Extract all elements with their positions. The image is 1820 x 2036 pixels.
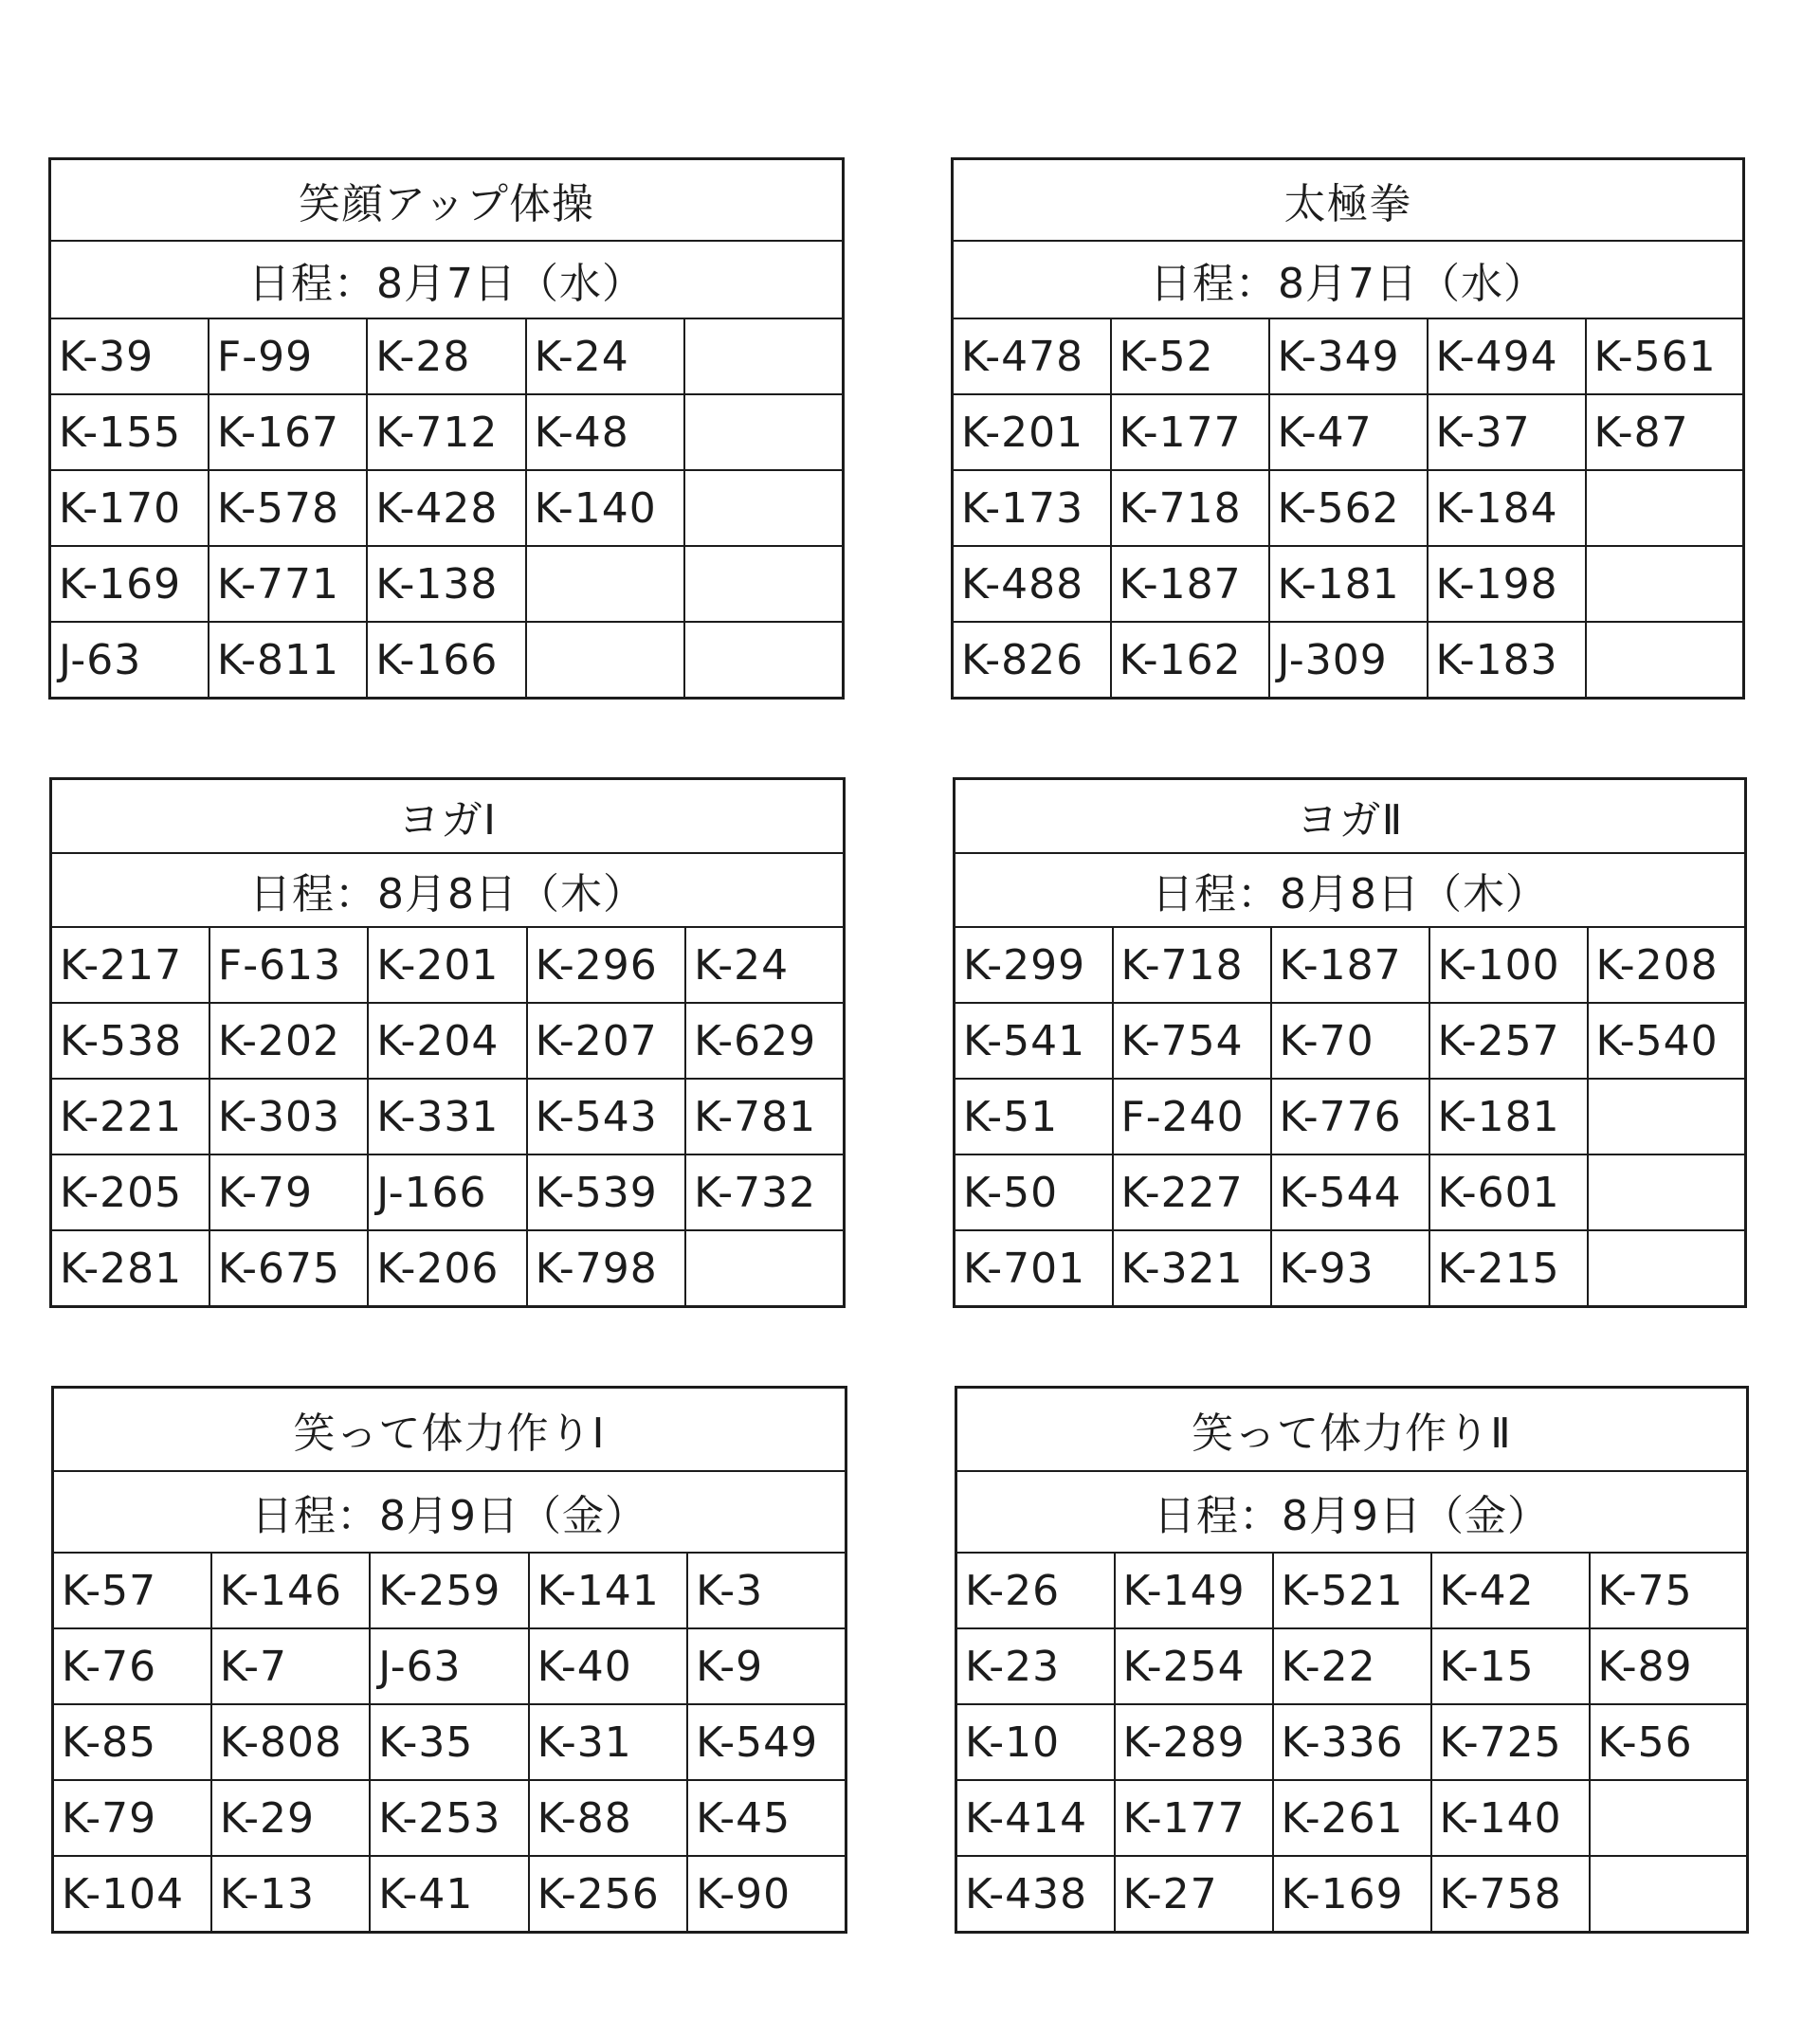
participant-id-cell: K-725 [1431,1704,1590,1780]
session-title: 太極拳 [953,159,1744,242]
participant-id-cell: K-47 [1269,394,1428,470]
participant-id-cell: K-549 [687,1704,846,1780]
participant-id-cell: K-336 [1273,1704,1431,1780]
participant-id-cell: K-254 [1115,1628,1273,1704]
participant-id-cell: K-321 [1113,1230,1271,1307]
participant-id-cell [1590,1780,1748,1856]
participant-id-cell: K-201 [953,394,1111,470]
table-row [955,1003,1746,1079]
participant-id-cell: K-9 [687,1628,846,1704]
participant-id-cell: K-428 [367,470,525,546]
participant-id-cell: K-541 [955,1003,1113,1079]
participant-id-cell: K-259 [370,1553,528,1628]
schedule-table-taikyokuken [951,157,1745,700]
participant-id-cell [684,394,843,470]
participant-id-cell: K-149 [1115,1553,1273,1628]
participant-id-cell: K-51 [955,1079,1113,1154]
table-row [51,1230,845,1307]
participant-id-cell [1588,1154,1746,1230]
participant-id-cell: K-754 [1113,1003,1271,1079]
participant-id-cell: K-299 [955,927,1113,1003]
table-row [953,622,1744,699]
session-title: 笑って体力作りⅡ [956,1388,1748,1472]
participant-id-cell: K-303 [209,1079,368,1154]
participant-id-cell: K-31 [529,1704,687,1780]
participant-id-cell: K-140 [526,470,684,546]
participant-id-cell: K-205 [51,1154,209,1230]
participant-id-cell: K-494 [1428,318,1586,394]
table-row [51,1003,845,1079]
participant-id-cell: K-23 [956,1628,1115,1704]
participant-id-cell: K-56 [1590,1704,1748,1780]
participant-id-cell: K-7 [211,1628,370,1704]
participant-id-cell: K-798 [527,1230,685,1307]
participant-id-cell: K-217 [51,927,209,1003]
session-title: 笑顔アップ体操 [50,159,844,242]
participant-id-cell: K-758 [1431,1856,1590,1933]
participant-id-cell: K-41 [370,1856,528,1933]
table-row [955,1154,1746,1230]
participant-id-cell: K-540 [1588,1003,1746,1079]
participant-id-cell: K-75 [1590,1553,1748,1628]
participant-id-cell: K-42 [1431,1553,1590,1628]
participant-id-cell: K-87 [1586,394,1744,470]
participant-id-cell: K-181 [1269,546,1428,622]
participant-id-cell: K-184 [1428,470,1586,546]
participant-id-cell: K-27 [1115,1856,1273,1933]
participant-id-cell: K-718 [1113,927,1271,1003]
table-row [51,1079,845,1154]
table-row [955,927,1746,1003]
participant-id-cell [526,546,684,622]
participant-id-cell: K-776 [1271,1079,1429,1154]
participant-id-cell: K-198 [1428,546,1586,622]
participant-id-cell: K-601 [1429,1154,1588,1230]
participant-id-cell [684,546,843,622]
participant-id-cell: K-539 [527,1154,685,1230]
participant-id-cell: J-63 [50,622,209,699]
session-date: 日程：8月9日（金） [53,1471,846,1553]
participant-id-cell: K-50 [955,1154,1113,1230]
table-row [53,1704,846,1780]
table-row [50,470,844,546]
session-title: 笑って体力作りⅠ [53,1388,846,1472]
participant-id-cell: K-227 [1113,1154,1271,1230]
participant-id-cell: K-169 [50,546,209,622]
table-row [50,622,844,699]
participant-id-cell: K-826 [953,622,1111,699]
participant-id-cell [1586,470,1744,546]
participant-id-cell: J-63 [370,1628,528,1704]
participant-id-cell: K-177 [1111,394,1269,470]
participant-id-cell: K-256 [529,1856,687,1933]
participant-id-cell: K-90 [687,1856,846,1933]
participant-id-cell: J-309 [1269,622,1428,699]
participant-id-cell: K-629 [685,1003,844,1079]
table-row [50,318,844,394]
participant-id-cell: K-701 [955,1230,1113,1307]
participant-id-cell: K-29 [211,1780,370,1856]
participant-id-cell: K-100 [1429,927,1588,1003]
participant-id-cell: K-187 [1111,546,1269,622]
session-date: 日程：8月8日（木） [955,853,1746,927]
participant-id-cell: K-35 [370,1704,528,1780]
participant-id-cell: K-257 [1429,1003,1588,1079]
participant-id-cell [1588,1230,1746,1307]
participant-id-cell: K-202 [209,1003,368,1079]
participant-id-cell: K-578 [209,470,367,546]
table-row [956,1553,1748,1628]
table-row [953,546,1744,622]
participant-id-cell: K-183 [1428,622,1586,699]
participant-id-cell: K-207 [527,1003,685,1079]
participant-id-cell: K-39 [50,318,209,394]
participant-id-cell: K-261 [1273,1780,1431,1856]
participant-id-cell: K-177 [1115,1780,1273,1856]
table-row [50,546,844,622]
participant-id-cell: K-562 [1269,470,1428,546]
participant-id-cell [685,1230,844,1307]
participant-id-cell: K-169 [1273,1856,1431,1933]
participant-id-cell: K-808 [211,1704,370,1780]
participant-id-cell: K-253 [370,1780,528,1856]
session-title: ヨガⅠ [51,779,845,854]
table-row [955,1230,1746,1307]
participant-id-cell [1588,1079,1746,1154]
schedule-table-egao-up-taiso [48,157,845,700]
participant-id-cell: K-544 [1271,1154,1429,1230]
participant-id-cell: K-732 [685,1154,844,1230]
participant-id-cell: K-173 [953,470,1111,546]
participant-id-cell: K-221 [51,1079,209,1154]
participant-id-cell [684,318,843,394]
participant-id-cell: K-296 [527,927,685,1003]
participant-id-cell: F-613 [209,927,368,1003]
participant-id-cell: K-3 [687,1553,846,1628]
participant-id-cell: K-718 [1111,470,1269,546]
participant-id-cell: K-48 [526,394,684,470]
session-date: 日程：8月7日（水） [953,241,1744,318]
participant-id-cell: K-414 [956,1780,1115,1856]
participant-id-cell: K-89 [1590,1628,1748,1704]
table-row [956,1704,1748,1780]
participant-id-cell: K-438 [956,1856,1115,1933]
participant-id-cell: K-187 [1271,927,1429,1003]
table-row [53,1856,846,1933]
participant-id-cell: K-215 [1429,1230,1588,1307]
table-row [956,1856,1748,1933]
participant-id-cell: K-138 [367,546,525,622]
participant-id-cell: K-181 [1429,1079,1588,1154]
participant-id-cell: K-28 [367,318,525,394]
table-row [50,394,844,470]
participant-id-cell: K-289 [1115,1704,1273,1780]
table-row [51,1154,845,1230]
participant-id-cell: K-281 [51,1230,209,1307]
participant-id-cell: K-141 [529,1553,687,1628]
table-row [953,394,1744,470]
participant-id-cell: K-13 [211,1856,370,1933]
participant-id-cell: K-79 [209,1154,368,1230]
participant-id-cell: K-166 [367,622,525,699]
schedule-table-waratte-tairyoku-2 [955,1386,1749,1934]
session-date: 日程：8月7日（水） [50,241,844,318]
session-date: 日程：8月9日（金） [956,1471,1748,1553]
participant-id-cell: K-162 [1111,622,1269,699]
participant-id-cell: K-45 [687,1780,846,1856]
table-row [953,318,1744,394]
participant-id-cell: K-208 [1588,927,1746,1003]
participant-id-cell: K-488 [953,546,1111,622]
participant-id-cell [1586,546,1744,622]
participant-id-cell: K-85 [53,1704,211,1780]
participant-id-cell [1590,1856,1748,1933]
participant-id-cell: K-561 [1586,318,1744,394]
participant-id-cell: K-26 [956,1553,1115,1628]
participant-id-cell: K-478 [953,318,1111,394]
session-date: 日程：8月8日（木） [51,853,845,927]
participant-id-cell [684,470,843,546]
participant-id-cell: K-40 [529,1628,687,1704]
participant-id-cell: K-104 [53,1856,211,1933]
session-title: ヨガⅡ [955,779,1746,854]
participant-id-cell: K-79 [53,1780,211,1856]
participant-id-cell: F-99 [209,318,367,394]
table-row [53,1628,846,1704]
participant-id-cell: K-167 [209,394,367,470]
participant-id-cell: K-24 [526,318,684,394]
participant-id-cell: K-204 [368,1003,526,1079]
table-row [51,927,845,1003]
participant-id-cell [1586,622,1744,699]
participant-id-cell: K-206 [368,1230,526,1307]
participant-id-cell: K-201 [368,927,526,1003]
participant-id-cell: K-349 [1269,318,1428,394]
participant-id-cell: J-166 [368,1154,526,1230]
participant-id-cell: K-24 [685,927,844,1003]
participant-id-cell: K-22 [1273,1628,1431,1704]
participant-id-cell: K-170 [50,470,209,546]
participant-id-cell: K-88 [529,1780,687,1856]
participant-id-cell: K-70 [1271,1003,1429,1079]
participant-id-cell: K-155 [50,394,209,470]
participant-id-cell: K-57 [53,1553,211,1628]
participant-id-cell: K-140 [1431,1780,1590,1856]
table-row [956,1628,1748,1704]
participant-id-cell: K-146 [211,1553,370,1628]
participant-id-cell: K-712 [367,394,525,470]
schedule-table-yoga-2 [953,777,1747,1308]
table-row [955,1079,1746,1154]
participant-id-cell: K-76 [53,1628,211,1704]
schedule-table-yoga-1 [49,777,846,1308]
table-row [53,1553,846,1628]
schedule-table-waratte-tairyoku-1 [51,1386,847,1934]
participant-id-cell: K-331 [368,1079,526,1154]
participant-id-cell: K-521 [1273,1553,1431,1628]
participant-id-cell: K-93 [1271,1230,1429,1307]
participant-id-cell: K-52 [1111,318,1269,394]
participant-id-cell [684,622,843,699]
participant-id-cell: K-15 [1431,1628,1590,1704]
participant-id-cell: K-543 [527,1079,685,1154]
table-row [953,470,1744,546]
participant-id-cell: K-37 [1428,394,1586,470]
participant-id-cell: K-10 [956,1704,1115,1780]
table-row [53,1780,846,1856]
participant-id-cell: K-811 [209,622,367,699]
table-row [956,1780,1748,1856]
participant-id-cell [526,622,684,699]
participant-id-cell: K-675 [209,1230,368,1307]
participant-id-cell: F-240 [1113,1079,1271,1154]
participant-id-cell: K-781 [685,1079,844,1154]
participant-id-cell: K-538 [51,1003,209,1079]
participant-id-cell: K-771 [209,546,367,622]
